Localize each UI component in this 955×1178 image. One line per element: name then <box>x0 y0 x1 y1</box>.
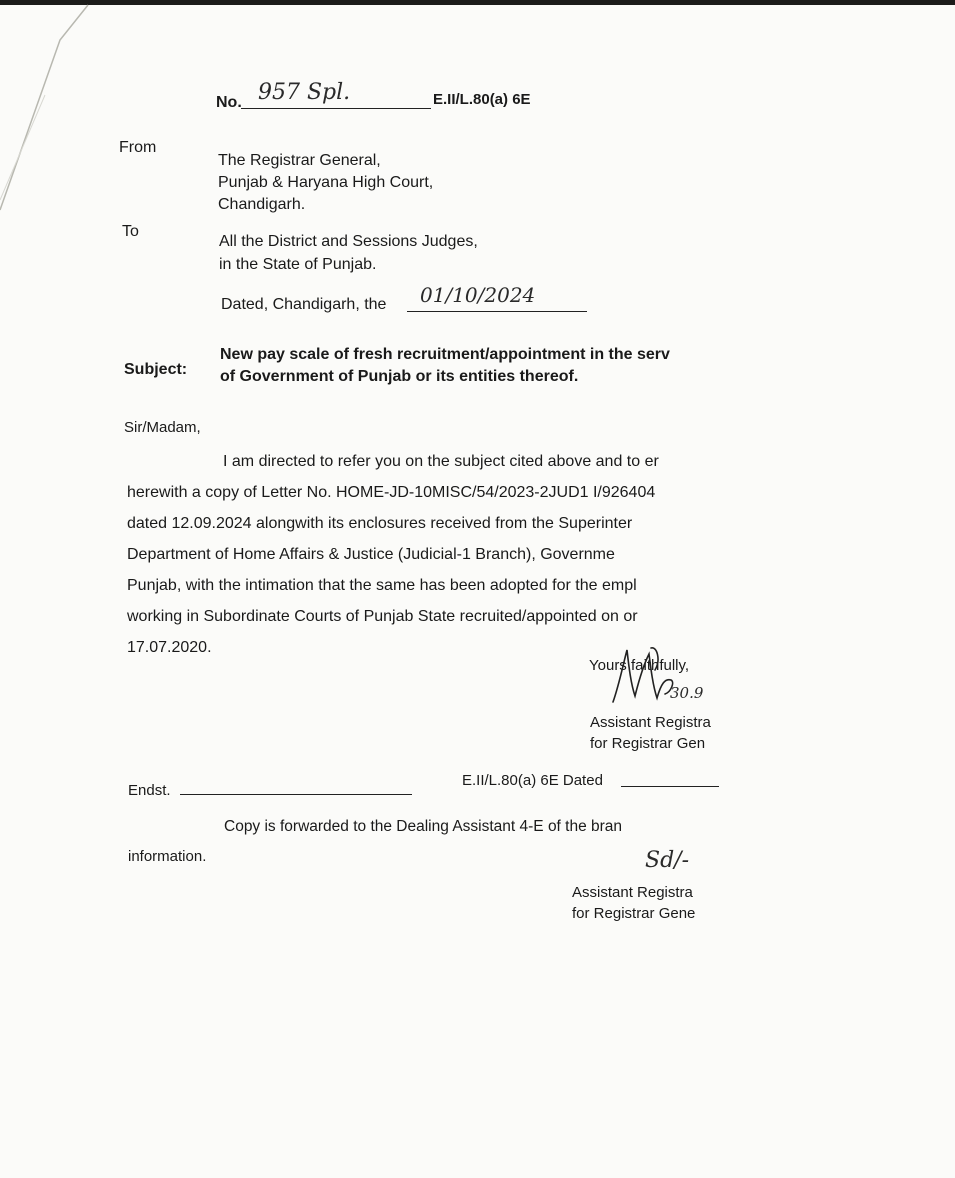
letter-number-handwritten: 957 Spl. <box>258 80 351 105</box>
signatory-block <box>590 712 725 754</box>
from-label: From <box>119 139 157 156</box>
subject-text <box>220 344 725 388</box>
handwritten-signature <box>605 640 725 715</box>
subject-line: of Government of Punjab or its entities thereof. <box>220 368 579 385</box>
subject-line: New pay scale of fresh recruitment/appointment in the serv <box>220 346 670 363</box>
body-line: dated 12.09.2024 alongwith its enclosures received from the Superinter <box>127 515 633 532</box>
body-line: herewith a copy of Letter No. HOME-JD-10MISC/54/2023-2JUD1 I/926404 <box>127 484 656 501</box>
date-underline <box>407 311 587 312</box>
sd-mark: Sd/- <box>645 848 689 873</box>
subject-label: Subject: <box>124 361 188 378</box>
salutation: Sir/Madam, <box>124 419 201 436</box>
from-line: Punjab & Haryana High Court, <box>218 174 434 191</box>
scan-top-border <box>0 0 955 5</box>
from-line: The Registrar General, <box>218 152 381 169</box>
copy-line: Copy is forwarded to the Dealing Assistant 4-E of the bran <box>224 818 623 835</box>
letter-file-reference: E.II/L.80(a) 6E <box>433 91 531 108</box>
from-address <box>218 150 433 216</box>
signatory-line: Assistant Registra <box>590 714 711 731</box>
dated-label: Dated, Chandigarh, the <box>221 296 387 313</box>
date-handwritten: 01/10/2024 <box>420 283 536 307</box>
endorsement-reference: E.II/L.80(a) 6E Dated <box>462 772 603 789</box>
body-line: Punjab, with the intimation that the same has been adopted for the empl <box>127 577 637 594</box>
body-line: 17.07.2020. <box>127 639 212 656</box>
body-line: working in Subordinate Courts of Punjab State recruited/appointed on or <box>127 608 638 625</box>
endorsement-number-underline <box>180 794 412 795</box>
signatory-line: for Registrar Gene <box>572 905 696 922</box>
copy-line: information. <box>128 848 207 865</box>
body-line: Department of Home Affairs & Justice (Judicial-1 Branch), Governme <box>127 546 615 563</box>
signatory-line: Assistant Registra <box>572 884 693 901</box>
letter-number-underline <box>241 108 431 109</box>
body-line: I am directed to refer you on the subject cited above and to er <box>223 453 659 470</box>
signature-date: 30.9 <box>670 684 704 702</box>
to-line: in the State of Punjab. <box>219 256 377 273</box>
from-line: Chandigarh. <box>218 196 306 213</box>
to-address <box>219 230 478 276</box>
signatory-line: for Registrar Gen <box>590 735 706 752</box>
letter-number-prefix: No. <box>216 94 242 111</box>
endorsement-label: Endst. <box>128 782 171 799</box>
closing-text: Yours faithfully, <box>589 657 690 674</box>
endorsement-date-underline <box>621 786 719 787</box>
to-line: All the District and Sessions Judges, <box>219 233 478 250</box>
endorsement-signatory-block <box>572 882 724 924</box>
to-label: To <box>122 223 139 240</box>
